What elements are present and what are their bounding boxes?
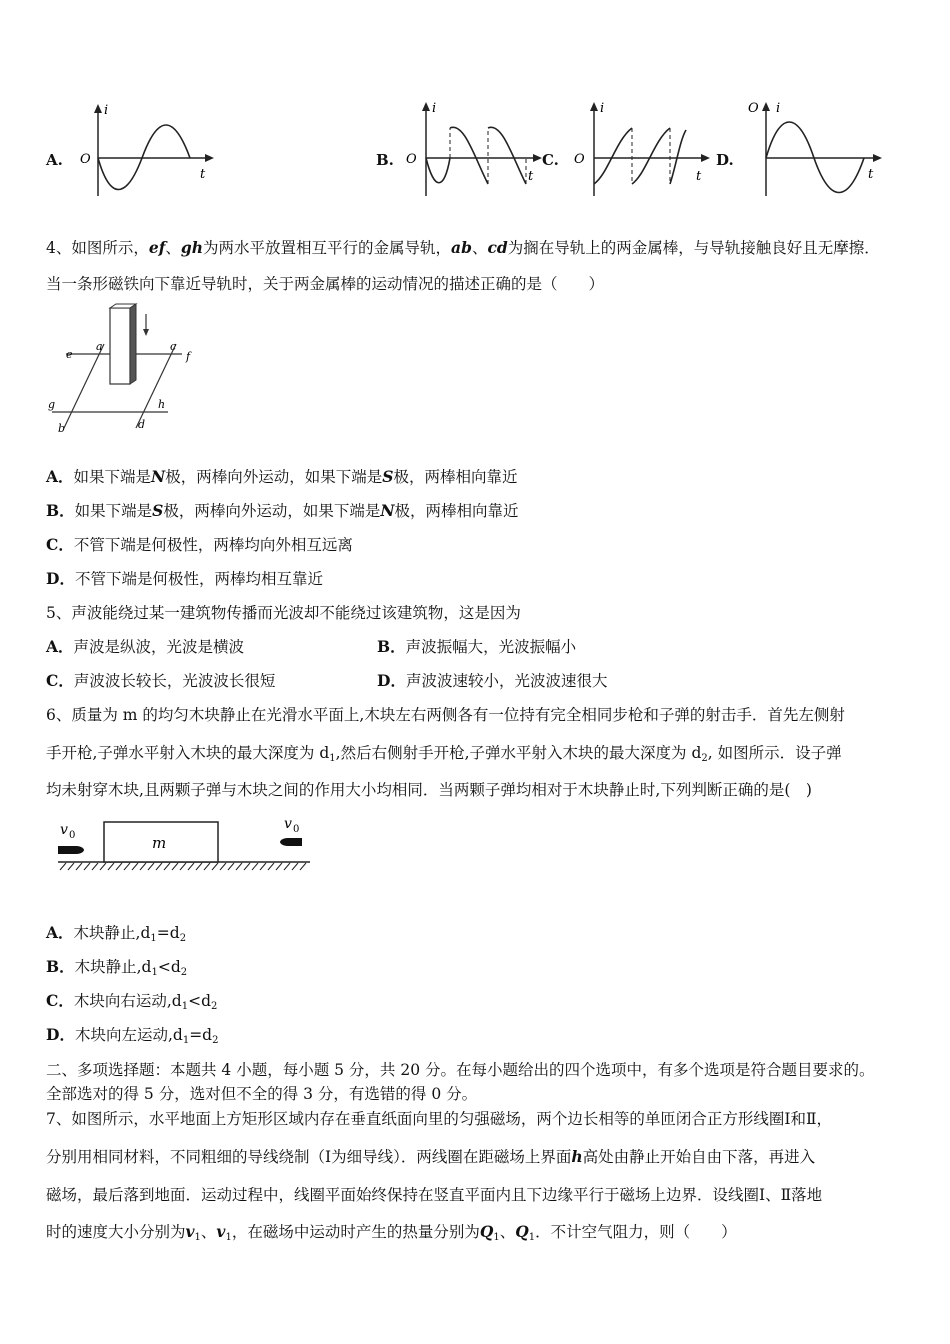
section2-heading-line2: 全部选对的得 5 分，选对但不全的得 3 分，有选错的得 0 分。 (46, 1085, 478, 1103)
q7-stem-line4: 时的速度大小分别为$v_1$、$v_1$，在磁场中运动时产生的热量分别为$Q_1$、$Q_1$．不计空气阻力，则（ ） (46, 1222, 737, 1243)
q3-graph-b (400, 100, 545, 200)
q3-graph-c (568, 100, 713, 200)
q3-a-origin: O (80, 152, 91, 167)
q5-option-b: B．声波振幅大，光波振幅小 (377, 637, 577, 656)
q7-stem-line1: 7、如图所示，水平地面上方矩形区域内存在垂直纸面向里的匀强磁场，两个边长相等的单匝闭合正方形线圈Ⅰ和Ⅱ， (46, 1110, 833, 1128)
q3-option-a-letter: A. (46, 151, 63, 169)
q4-label-b: b (58, 422, 66, 435)
q3-graph-d (740, 100, 885, 200)
q4-stem-line2: 当一条形磁铁向下靠近导轨时，关于两金属棒的运动情况的描述正确的是（ ） (46, 275, 605, 293)
q6-stem-line3: 均未射穿木块,且两颗子弹与木块之间的作用大小均相同．当两颗子弹均相对于木块静止时,下列判断正确的是( ) (46, 781, 812, 799)
q4-option-d: D．不管下端是何极性，两棒均相互靠近 (46, 569, 323, 588)
q7-stem-line2: 分别用相同材料，不同粗细的导线绕制（Ⅰ为细导线）．两线圈在距磁场上界面h高处由静止开始自由下落，再进入 (46, 1147, 816, 1166)
q4-option-c: C．不管下端是何极性，两棒均向外相互远离 (46, 535, 353, 554)
q3-d-origin: O (748, 101, 759, 116)
q6-mass-label: m (152, 834, 167, 852)
q4-label-c: c (170, 340, 177, 353)
q3-c-axis-i: i (600, 101, 605, 116)
q4-option-a: A．如果下端是N极，两棒向外运动，如果下端是S极，两棒相向靠近 (46, 467, 518, 486)
q3-option-d-letter: D. (716, 151, 734, 169)
q4-label-d: d (138, 418, 146, 431)
q5-stem: 5、声波能绕过某一建筑物传播而光波却不能绕过该建筑物，这是因为 (46, 604, 521, 622)
q6-v0-right-sub: 0 (293, 824, 300, 835)
q6-option-c: C．木块向右运动$,d_1<d_2$ (46, 991, 218, 1012)
q4-option-b: B．如果下端是S极，两棒向外运动，如果下端是N极，两棒相向靠近 (46, 501, 519, 520)
q3-c-axis-t: t (696, 169, 702, 184)
q4-label-a: a (96, 340, 103, 353)
q6-option-d: D．木块向左运动$,d_1=d_2$ (46, 1025, 219, 1046)
q3-d-axis-i: i (776, 101, 781, 116)
q4-label-f: f (186, 350, 191, 363)
q6-figure (52, 814, 317, 874)
q4-label-h: h (158, 398, 166, 411)
q6-v0-left: v (60, 822, 68, 838)
q6-stem-line1: 6、质量为 m 的均匀木块静止在光滑水平面上,木块左右两侧各有一位持有完全相同步枪和子弹的射击手．首先左侧射 (46, 706, 845, 724)
q5-option-a: A．声波是纵波，光波是横波 (46, 637, 245, 656)
q3-b-axis-i: i (432, 101, 437, 116)
q3-a-axis-t: t (200, 167, 206, 182)
q6-option-b: B．木块静止$,d_1<d_2$ (46, 957, 188, 978)
q4-stem-line1: 4、如图所示，ef、gh为两水平放置相互平行的金属导轨，ab、cd为搁在导轨上的两金属棒，与导轨接触良好且无摩擦． (46, 238, 880, 257)
q4-figure (44, 302, 204, 436)
q6-v0-right: v (284, 816, 292, 832)
q3-graph-a (72, 100, 217, 200)
q3-a-axis-i: i (104, 103, 109, 118)
q4-label-g: g (48, 398, 56, 411)
q3-b-axis-t: t (528, 169, 534, 184)
q6-option-a: A．木块静止$,d_1=d_2$ (46, 923, 187, 944)
q3-option-c-letter: C. (542, 151, 559, 169)
q7-stem-line3: 磁场，最后落到地面．运动过程中，线圈平面始终保持在竖直平面内且下边缘平行于磁场上边界．设线圈Ⅰ、Ⅱ落地 (46, 1186, 823, 1204)
section2-heading-line1: 二、多项选择题：本题共 4 小题，每小题 5 分，共 20 分。在每小题给出的四个选项中，有多个选项是符合题目要求的。 (46, 1061, 875, 1079)
q5-option-c: C．声波波长较长，光波波长很短 (46, 671, 276, 690)
q4-label-e: e (66, 348, 73, 361)
q3-option-b-letter: B. (376, 151, 394, 169)
q6-stem-line2: 手开枪,子弹水平射入木块的最大深度为 $d_1$,然后右侧射手开枪,子弹水平射入木块的最大深度为 $d_2$, 如图所示．设子弹 (46, 744, 842, 764)
q6-v0-left-sub: 0 (69, 830, 76, 841)
q5-option-d: D．声波波速较小，光波波速很大 (377, 671, 608, 690)
q3-c-origin: O (574, 152, 585, 167)
q3-b-origin: O (406, 152, 417, 167)
q3-d-axis-t: t (868, 167, 874, 182)
